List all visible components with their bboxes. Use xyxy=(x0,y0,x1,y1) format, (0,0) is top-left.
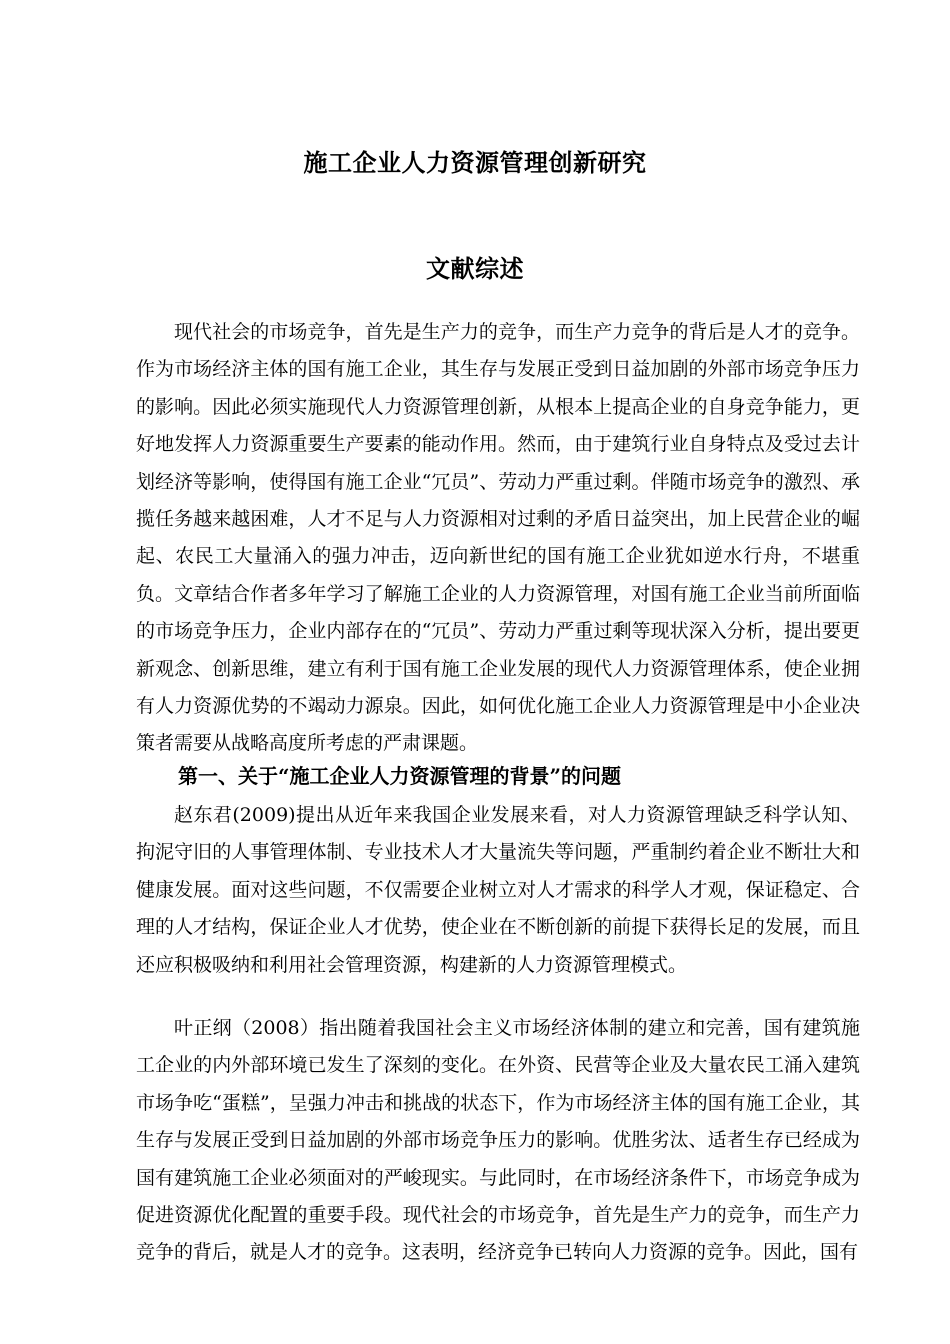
paragraph-ye-2008: 叶正纲（2008）指出随着我国社会主义市场经济体制的建立和完善，国有建筑施工企业的内外部环境已发生了深刻的变化。在外资、民营等企业及大量农民工涌入建筑市场争吃“蛋糕”，呈强力冲击和挑战的状态下，作为市场经济主体的国有施工企业，其生存与发展正受到日益加剧的外部市场竞争压力的影响。优胜劣汰、适者生存已经成为国有建筑施工企业必须面对的严峻现实。与此同时，在市场经济条件下，市场竞争成为促进资源优化配置的重要手段。现代社会的市场竞争，首先是生产力的竞争，而生产力竞争的背后，就是人才的竞争。这表明，经济竞争已转向人力资源的竞争。因此，国有 xyxy=(136,1017,860,1264)
section-heading: 第一、关于“施工企业人力资源管理的背景”的问题 xyxy=(178,764,622,788)
document-subtitle: 文献综述 xyxy=(426,253,524,283)
paragraph-zhao-2009: 赵东君(2009)提出从近年来我国企业发展来看，对人力资源管理缺乏科学认知、拘泥守旧的人事管理体制、专业技术人才大量流失等问题，严重制约着企业不断壮大和健康发展。面对这些问题，不仅需要企业树立对人才需求的科学人才观，保证稳定、合理的人才结构，保证企业人才优势，使企业在不断创新的前提下获得长足的发展，而且还应积极吸纳和利用社会管理资源，构建新的人力资源管理模式。 xyxy=(136,804,860,976)
intro-paragraph: 现代社会的市场竞争，首先是生产力的竞争，而生产力竞争的背后是人才的竞争。作为市场经济主体的国有施工企业，其生存与发展正受到日益加剧的外部市场竞争压力的影响。因此必须实施现代人力资源管理创新，从根本上提高企业的自身竞争能力，更好地发挥人力资源重要生产要素的能动作用。然而，由于建筑行业自身特点及受过去计划经济等影响，使得国有施工企业“冗员”、劳动力严重过剩。伴随市场竞争的激烈、承揽任务越来越困难，人才不足与人力资源相对过剩的矛盾日益突出，加上民营企业的崛起、农民工大量涌入的强力冲击，迈向新世纪的国有施工企业犹如逆水行舟，不堪重负。文章结合作者多年学习了解施工企业的人力资源管理，对国有施工企业当前所面临的市场竞争压力，企业内部存在的“冗员”、劳动力严重过剩等现状深入分析，提出要更新观念、创新思维，建立有利于国有施工企业发展的现代人力资源管理体系，使企业拥有人力资源优势的不竭动力源泉。因此，如何优化施工企业人力资源管理是中小企业决策者需要从战略高度所考虑的严肃课题。 xyxy=(136,321,860,755)
document-title: 施工企业人力资源管理创新研究 xyxy=(303,148,647,178)
